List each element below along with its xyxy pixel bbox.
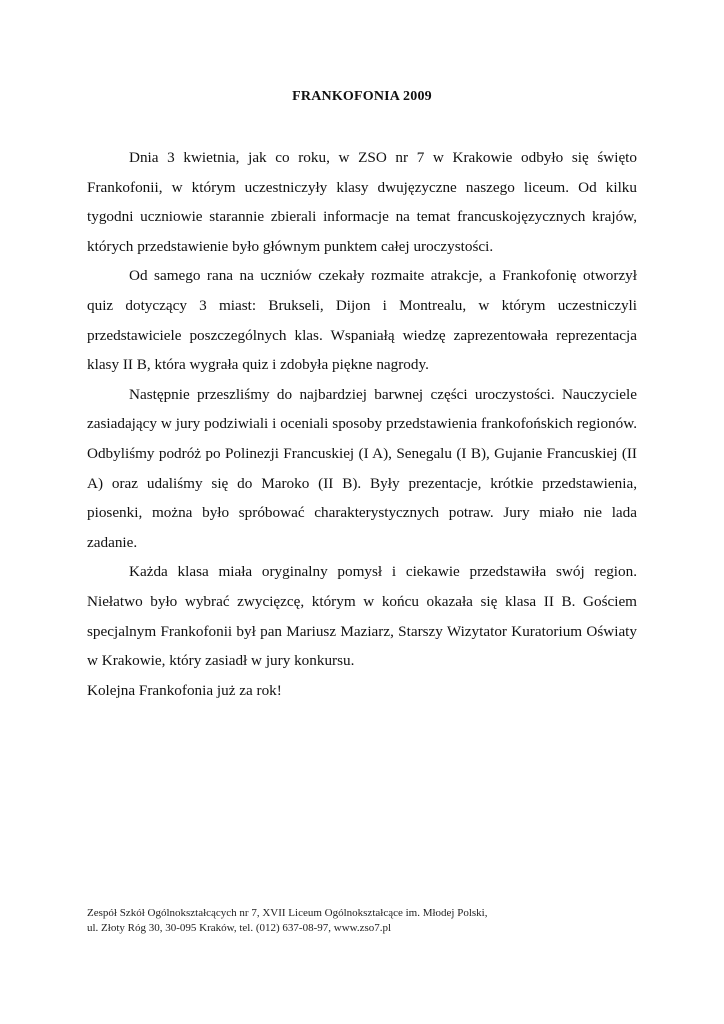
- footer-address: ul. Złoty Róg 30, 30-095 Kraków, tel. (012) 637-08-97, www.zso7.pl: [87, 922, 392, 934]
- page-footer: [87, 906, 647, 936]
- paragraph-3: Następnie przeszliśmy do najbardziej barwnej części uroczystości. Nauczyciele zasiadający w jury podziwiali i oceniali sposoby przedstawienia frankofońskich regionów. Odbyliśmy podróż po Polinezji Francuskiej (I A), Senegalu (I B), Gujanie Francuskiej (II A) oraz udaliśmy się do Maroko (II B). Były prezentacje, krótkie przedstawienia, piosenki, można było spróbować charakterystycznych potraw. Jury miało nie lada zadanie.: [87, 385, 637, 551]
- paragraph-4: Każda klasa miała oryginalny pomysł i ciekawie przedstawiła swój region. Niełatwo było wybrać zwycięzcę, którym w końcu okazała się klasa II B. Gościem specjalnym Frankofonii był pan Mariusz Maziarz, Starszy Wizytator Kuratorium Oświaty w Krakowie, który zasiadł w jury konkursu.: [87, 563, 637, 670]
- closing-line: Kolejna Frankofonia już za rok!: [87, 681, 282, 699]
- paragraph-1: Dnia 3 kwietnia, jak co roku, w ZSO nr 7 w Krakowie odbyło się święto Frankofonii, w którym uczestniczyły klasy dwujęzyczne naszego liceum. Od kilku tygodni uczniowie starannie zbierali informacje na temat francuskojęzycznych krajów, których przedstawienie było głównym punktem całej uroczystości.: [87, 149, 637, 255]
- footer-school-name: Zespół Szkół Ogólnokształcących nr 7, XVII Liceum Ogólnokształcące im. Młodej Polski,: [87, 907, 488, 919]
- paragraph-2: Od samego rana na uczniów czekały rozmaite atrakcje, a Frankofonię otworzył quiz dotyczący 3 miast: Brukseli, Dijon i Montrealu, w którym uczestniczyli przedstawiciele poszczególnych klas. Wspaniałą wiedzę zaprezentowała reprezentacja klasy II B, która wygrała quiz i zdobyła piękne nagrody.: [87, 267, 637, 374]
- document-body: [87, 143, 637, 705]
- document-title: FRANKOFONIA 2009: [292, 89, 432, 104]
